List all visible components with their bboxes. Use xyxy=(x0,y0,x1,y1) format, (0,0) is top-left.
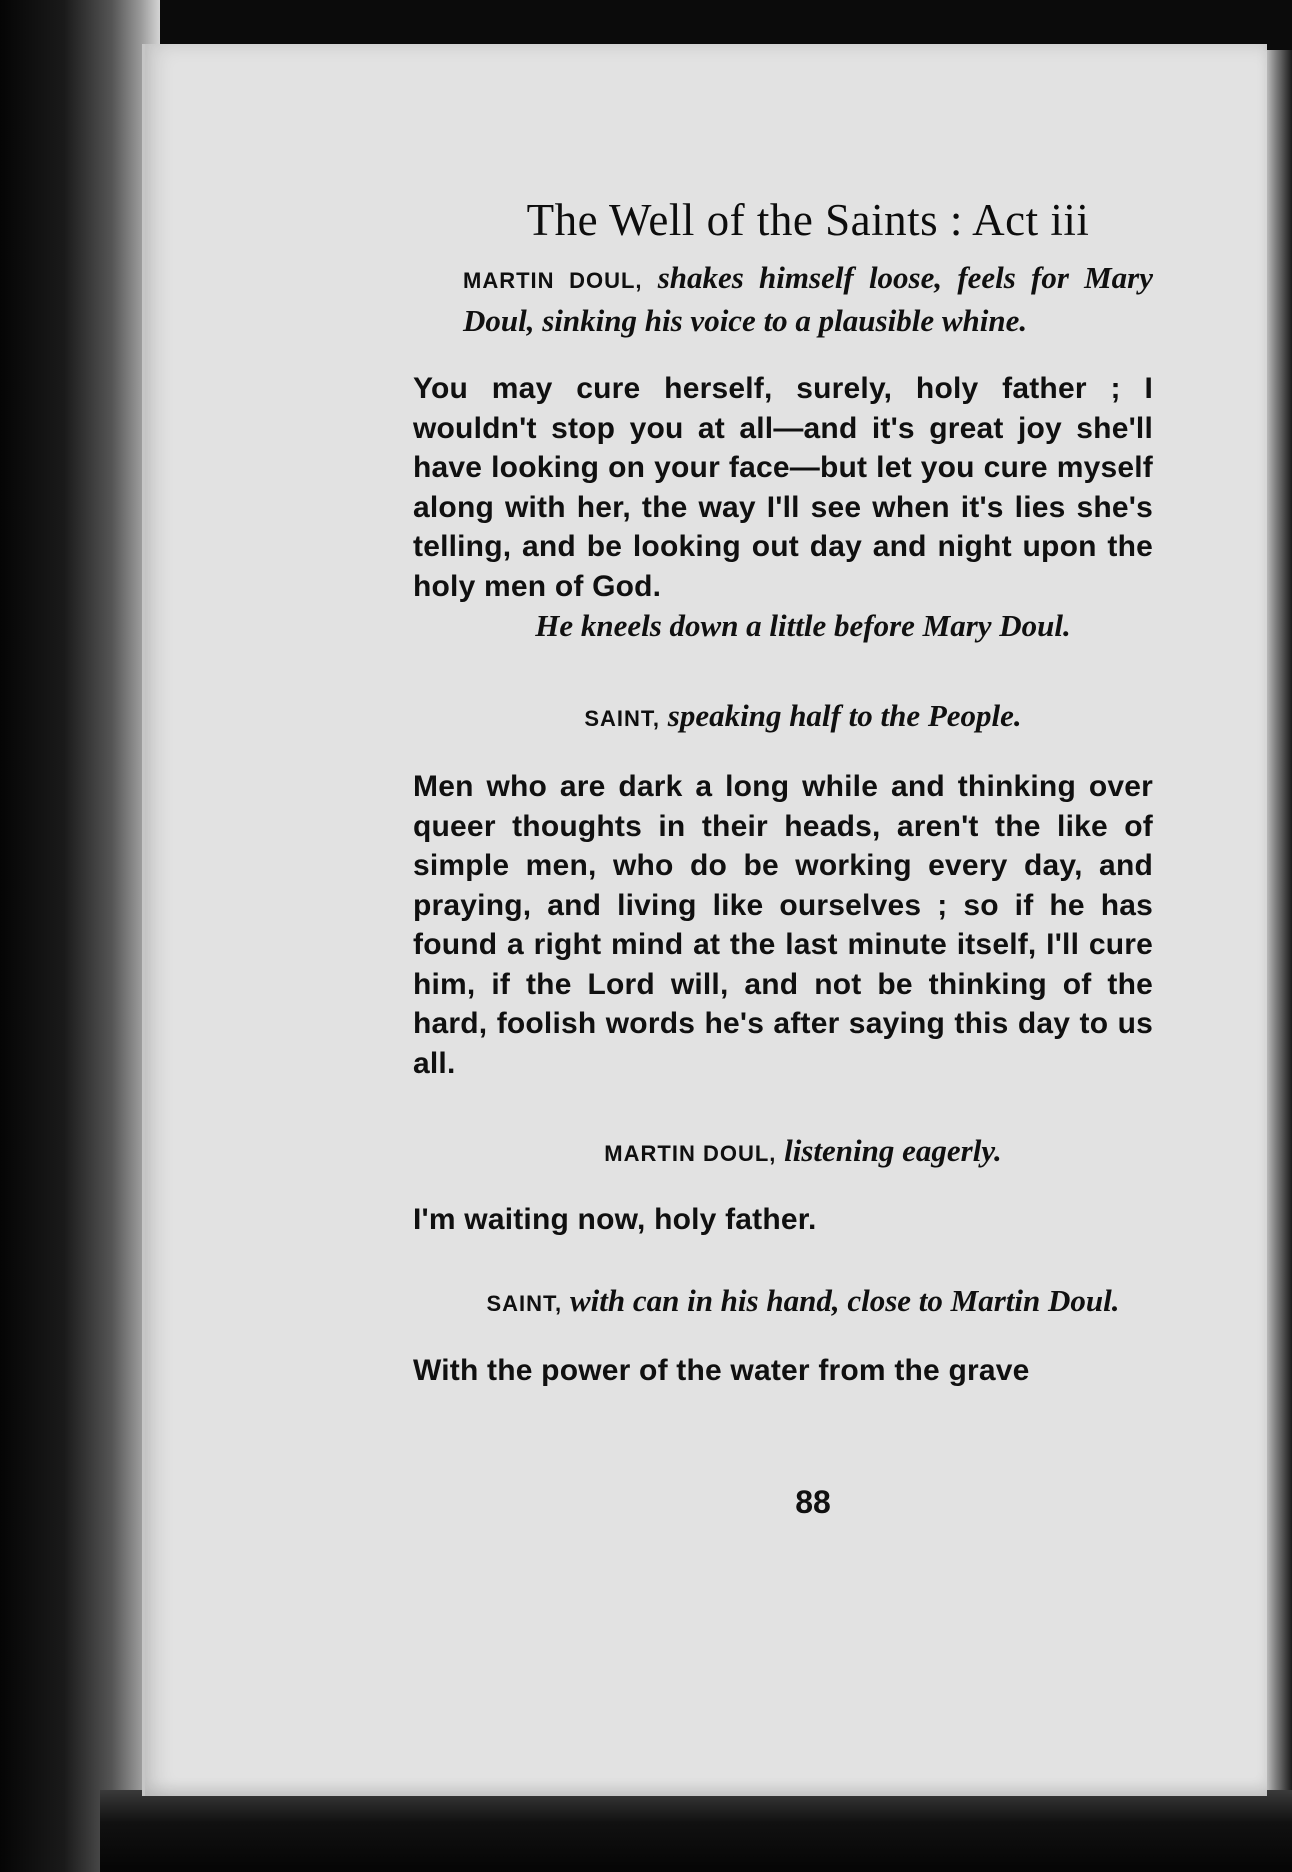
dialogue-paragraph: With the power of the water from the grave xyxy=(413,1353,1030,1387)
stage-direction xyxy=(453,1131,1153,1174)
direction-text: shakes himself loose, feels for Mary Doul, sinking his voice to a plausible whine. xyxy=(463,260,1153,338)
speaker-name: SAINT, xyxy=(486,1290,563,1316)
stage-direction xyxy=(463,258,1153,341)
speaker-name: MARTIN DOUL, xyxy=(463,268,643,293)
speaker-name: SAINT, xyxy=(584,706,661,731)
stage-direction: He kneels down a little before Mary Doul. xyxy=(535,608,1071,643)
scan-bottom-shadow xyxy=(100,1790,1292,1872)
page-content xyxy=(413,194,1153,1520)
direction-text: listening eagerly. xyxy=(784,1133,1002,1168)
speaker-name: MARTIN DOUL, xyxy=(604,1141,777,1166)
stage-direction xyxy=(453,1282,1153,1323)
dialogue-paragraph: Men who are dark a long while and thinking over queer thoughts in their heads, aren't the like of simple men, who do be working every day, and praying, and living like ourselves ; so if he has found a right mind at the last minute itself, I'll cure him, if the Lord will, and not be thinking of the hard, foolish words he's after saying this day to us all. xyxy=(413,770,1153,1080)
direction-text: with can in his hand, close to Martin Doul. xyxy=(569,1282,1120,1318)
dialogue-paragraph: You may cure herself, surely, holy father ; I wouldn't stop you at all—and it's great joy she'll have looking on your face—but let you cure myself along with her, the way I'll see when it's lies she's telling, and be looking out day and night upon the holy men of God. xyxy=(413,372,1153,603)
book-page xyxy=(142,44,1267,1796)
dialogue-paragraph: I'm waiting now, holy father. xyxy=(413,1203,817,1236)
stage-direction xyxy=(453,696,1153,739)
page-number: 88 xyxy=(795,1484,831,1520)
running-head: The Well of the Saints : Act iii xyxy=(526,195,1090,245)
direction-text: speaking half to the People. xyxy=(667,698,1022,733)
book-binding xyxy=(0,0,160,1872)
